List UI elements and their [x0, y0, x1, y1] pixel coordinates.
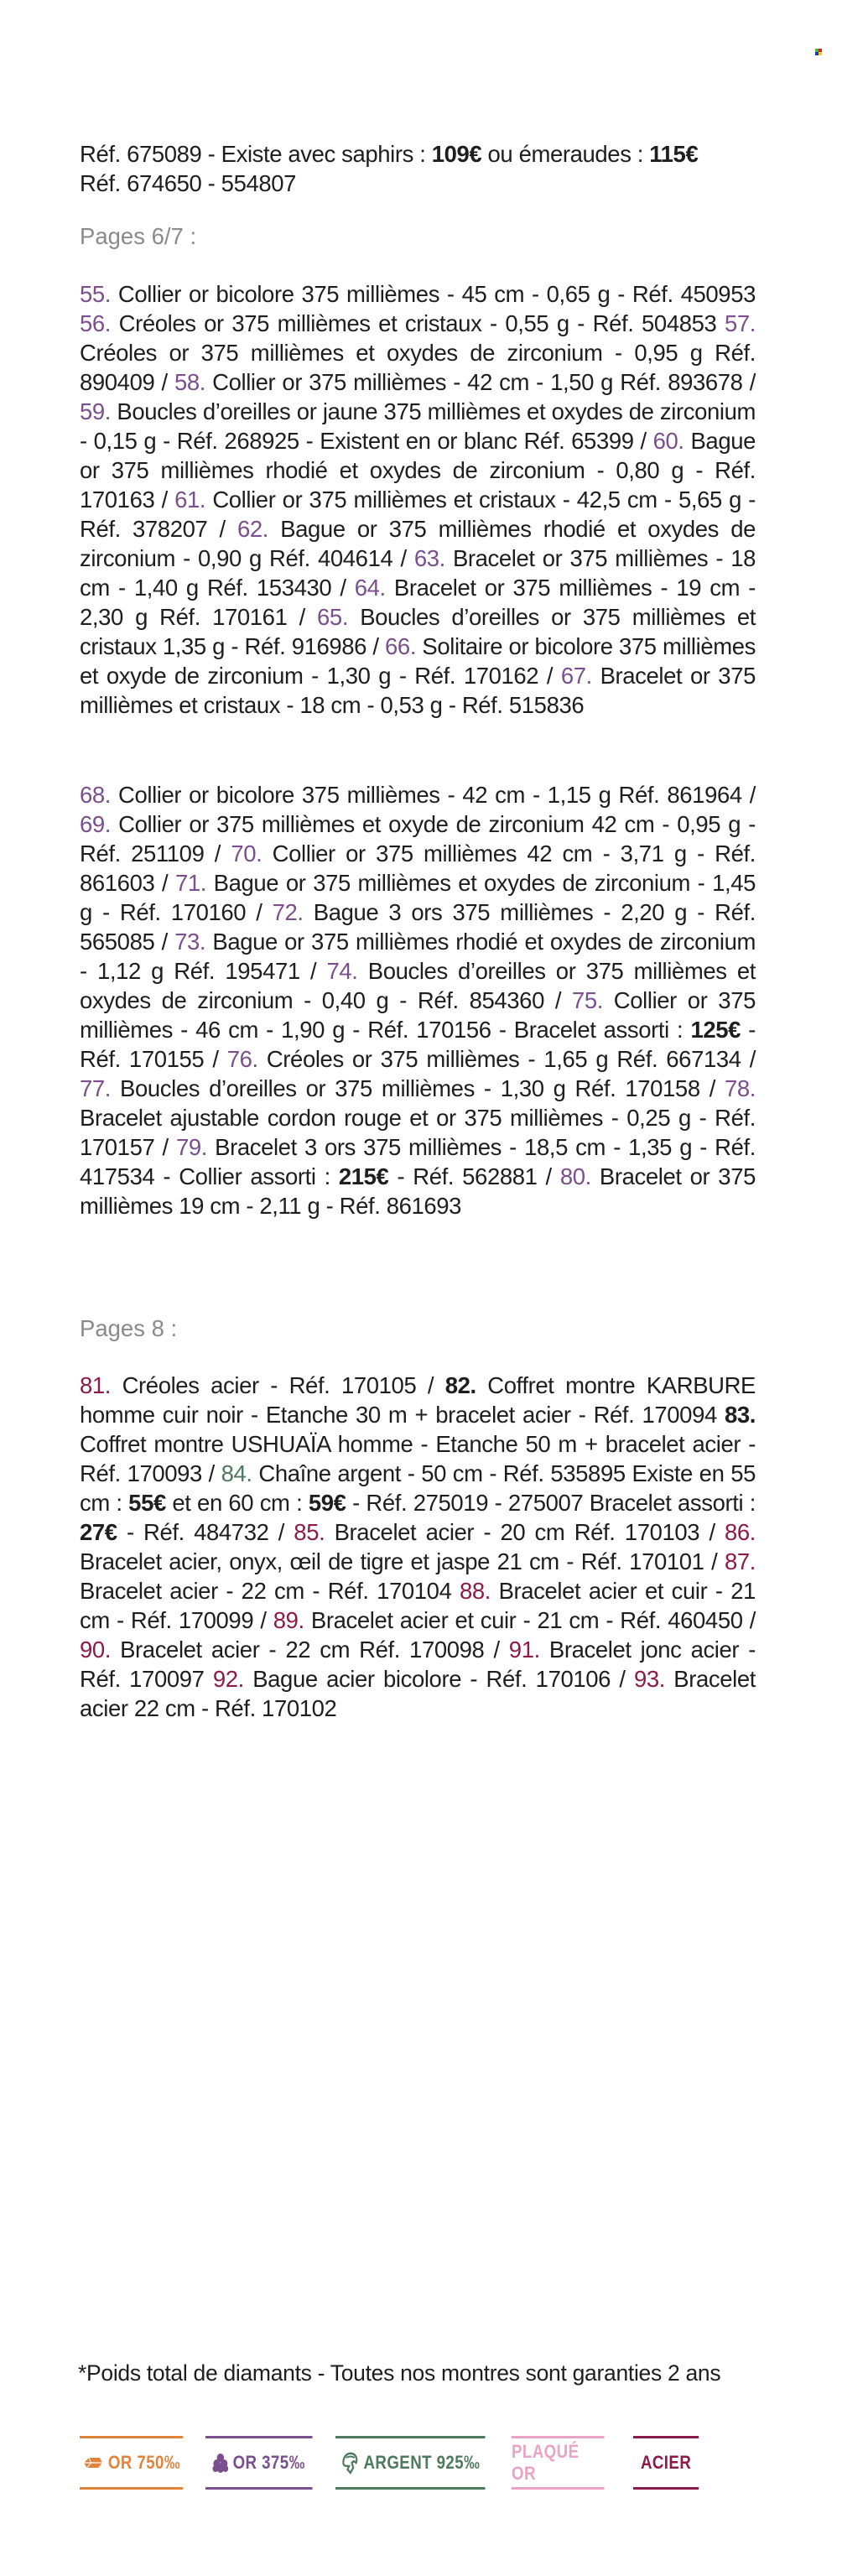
item-number: 68. [80, 782, 112, 808]
item-number: 79. [175, 1134, 207, 1160]
badge-or-750 [80, 2436, 183, 2490]
minerva-head-icon [340, 2451, 359, 2475]
intro-text-b: ou émeraudes : [481, 141, 650, 167]
badge-label: ARGENT 925‰ [363, 2452, 481, 2473]
item-number: 86. [724, 1519, 756, 1545]
item-number: 89. [273, 1607, 304, 1633]
item-text: Collier or 375 millièmes et cristaux - 42,5 cm - 5,65 g - Réf. 378207 / [80, 487, 756, 542]
intro-line-2: Réf. 674650 - 554807 [80, 170, 297, 196]
badge-label: OR 375‰ [232, 2452, 305, 2473]
price-emeraudes: 115€ [649, 141, 699, 167]
item-number: 71. [174, 870, 206, 896]
item-text: Collier or 375 millièmes 42 cm - 3,71 g - Réf. 861603 / [80, 840, 756, 896]
item-text: Collier or bicolore 375 millièmes - 45 cm - 0,65 g - Réf. 450953 [111, 281, 756, 307]
item-number: 78. [724, 1075, 756, 1101]
item-text: Boucles d’oreilles or 375 millièmes et cristaux 1,35 g - Réf. 916986 / [80, 604, 756, 659]
item-number: 81. [80, 1372, 112, 1398]
badge-label: OR 750‰ [107, 2452, 180, 2473]
product-paragraph [80, 780, 756, 1220]
item-number: 90. [80, 1637, 112, 1663]
item-number: 72. [272, 899, 304, 925]
item-number: 82. [444, 1372, 476, 1398]
item-number: 64. [354, 575, 386, 601]
item-text: Boucles d’oreilles or jaune 375 millièmes et oxydes de zirconium - 0,15 g - Réf. 268925 - Existent en or blanc Réf. 65399 / [80, 398, 756, 454]
item-text: Collier or 375 millièmes et oxyde de zirconium 42 cm - 0,95 g - Réf. 251109 / [80, 811, 756, 866]
item-text: Bague or 375 millièmes rhodié et oxydes de zirconium - 0,80 g - Réf. 170163 / [80, 428, 756, 513]
item-text: - Réf. 484732 / [117, 1519, 294, 1545]
four-color-square-icon [815, 49, 822, 55]
item-number: 65. [317, 604, 349, 630]
item-number: 74. [326, 958, 358, 984]
material-legend [0, 2436, 842, 2490]
item-number: 61. [174, 487, 206, 513]
item-price: 59€ [308, 1490, 346, 1516]
item-text: Coffret montre KARBURE homme cuir noir - Etanche 30 m + bracelet acier - Réf. 170094 [80, 1372, 756, 1428]
product-paragraph [80, 1371, 756, 1723]
item-text: et en 60 cm : [165, 1490, 309, 1516]
item-text: Bracelet or 375 millièmes 19 cm - 2,11 g - Réf. 861693 [80, 1163, 756, 1219]
item-number: 83. [724, 1402, 756, 1428]
item-text: Chaîne argent - 50 cm - Réf. 535895 Existe en 55 cm : [80, 1460, 756, 1516]
item-text: - Réf. 275019 - 275007 Bracelet assorti : [346, 1490, 756, 1516]
item-number: 73. [174, 929, 206, 955]
intro-text-a: Réf. 675089 - Existe avec saphirs : [80, 141, 432, 167]
item-text: Collier or 375 millièmes - 42 cm - 1,50 g Réf. 893678 / [205, 369, 756, 395]
item-number: 75. [571, 987, 603, 1013]
item-text: Bracelet acier et cuir - 21 cm - Réf. 460450 / [304, 1607, 756, 1633]
item-text: - Réf. 170155 / [80, 1017, 756, 1072]
item-text: Bracelet acier - 20 cm Réf. 170103 / [325, 1519, 725, 1545]
item-number: 56. [80, 310, 112, 336]
item-number: 69. [80, 811, 112, 837]
item-text: Créoles or 375 millièmes - 1,65 g Réf. 667134 / [257, 1046, 756, 1072]
item-number: 77. [80, 1075, 112, 1101]
item-text: Boucles d’oreilles or 375 millièmes - 1,30 g Réf. 170158 / [111, 1075, 725, 1101]
item-text: Bracelet acier - 22 cm - Réf. 170104 [80, 1578, 460, 1604]
item-number: 58. [174, 369, 205, 395]
item-text: Bracelet acier - 22 cm Réf. 170098 / [111, 1637, 509, 1663]
item-number: 76. [226, 1046, 258, 1072]
item-text: Bracelet acier et cuir - 21 cm - Réf. 170099 / [80, 1578, 756, 1633]
item-text: Bague or 375 millièmes et oxydes de zirconium - 1,45 g - Réf. 170160 / [80, 870, 756, 925]
item-text: Créoles acier - Réf. 170105 / [111, 1372, 445, 1398]
item-text: - Réf. 562881 / [388, 1163, 560, 1189]
item-number: 85. [294, 1519, 325, 1545]
product-list-55-67 [80, 279, 756, 720]
item-number: 84. [221, 1460, 252, 1486]
item-price: 55€ [128, 1490, 166, 1516]
item-number: 92. [212, 1666, 244, 1692]
item-number: 70. [231, 840, 262, 866]
item-number: 67. [560, 663, 592, 689]
item-text: Bracelet or 375 millièmes et cristaux - 18 cm - 0,53 g - Réf. 515836 [80, 663, 756, 718]
price-saphirs: 109€ [431, 141, 482, 167]
item-text: Créoles or 375 millièmes et cristaux - 0,55 g - Réf. 504853 [111, 310, 725, 336]
item-text: Coffret montre USHUAÏA homme - Etanche 50 m + bracelet acier - Réf. 170093 / [80, 1431, 756, 1486]
item-text: Créoles or 375 millièmes et oxydes de zirconium - 0,95 g Réf. 890409 / [80, 340, 756, 395]
item-number: 80. [559, 1163, 591, 1189]
item-number: 91. [508, 1637, 540, 1663]
item-text: Boucles d’oreilles or 375 millièmes et oxydes de zirconium - 0,40 g - Réf. 854360 / [80, 958, 756, 1013]
product-paragraph [80, 279, 756, 720]
item-number: 55. [80, 281, 112, 307]
badge-label: PLAQUÉ OR [512, 2441, 580, 2484]
product-list-81-93 [80, 1371, 756, 1723]
gold-ingot-icon [82, 2454, 104, 2471]
intro-line-1 [80, 139, 756, 169]
item-text: Bracelet acier, onyx, œil de tigre et jaspe 21 cm - Réf. 170101 / [80, 1548, 725, 1574]
item-number: 59. [80, 398, 112, 424]
badge-plaque-or [512, 2436, 605, 2490]
item-text: Bracelet ajustable cordon rouge et or 375 millièmes - 0,25 g - Réf. 170157 / [80, 1105, 756, 1160]
item-text: Bracelet or 375 millièmes - 19 cm - 2,30 g Réf. 170161 / [80, 575, 756, 630]
item-text: Bracelet 3 ors 375 millièmes - 18,5 cm - 1,35 g - Réf. 417534 - Collier assorti : [80, 1134, 756, 1189]
badge-label: ACIER [640, 2452, 692, 2473]
item-text: Bague 3 ors 375 millièmes - 2,20 g - Réf. 565085 / [80, 899, 756, 955]
item-number: 60. [652, 428, 684, 454]
item-number: 63. [413, 545, 445, 571]
badge-or-375 [205, 2436, 313, 2490]
item-text: Bague acier bicolore - Réf. 170106 / [243, 1666, 634, 1692]
section-heading-pages-8: Pages 8 : [80, 1315, 178, 1341]
item-number: 62. [236, 516, 269, 542]
item-number: 88. [460, 1578, 491, 1604]
item-text: Collier or bicolore 375 millièmes - 42 cm - 1,15 g Réf. 861964 / [111, 782, 756, 808]
item-number: 57. [724, 310, 756, 336]
footnote: *Poids total de diamants - Toutes nos montres sont garanties 2 ans [78, 2360, 721, 2386]
item-text: Bracelet or 375 millièmes - 18 cm - 1,40 g Réf. 153430 / [80, 545, 756, 601]
item-price: 27€ [80, 1519, 117, 1545]
item-text: Bague or 375 millièmes rhodié et oxydes de zirconium - 1,12 g Réf. 195471 / [80, 929, 756, 984]
badge-argent-925 [335, 2436, 486, 2490]
item-text: Bague or 375 millièmes rhodié et oxydes de zirconium - 0,90 g Réf. 404614 / [80, 516, 756, 571]
grapes-icon [213, 2453, 229, 2473]
item-number: 93. [633, 1666, 665, 1692]
item-price: 215€ [338, 1163, 389, 1189]
badge-acier [633, 2436, 699, 2490]
item-price: 125€ [690, 1017, 741, 1043]
item-text: Collier or 375 millièmes - 46 cm - 1,90 g - Réf. 170156 - Bracelet assorti : [80, 987, 756, 1043]
intro-text [80, 139, 756, 198]
item-number: 87. [724, 1548, 756, 1574]
item-text: Bracelet acier 22 cm - Réf. 170102 [80, 1666, 756, 1721]
product-list-68-80 [80, 780, 756, 1220]
item-number: 66. [385, 633, 417, 659]
item-text: Bracelet jonc acier - Réf. 170097 [80, 1637, 756, 1692]
item-text: Solitaire or bicolore 375 millièmes et oxyde de zirconium - 1,30 g - Réf. 170162 / [80, 633, 756, 689]
section-heading-pages-6-7: Pages 6/7 : [80, 223, 197, 249]
